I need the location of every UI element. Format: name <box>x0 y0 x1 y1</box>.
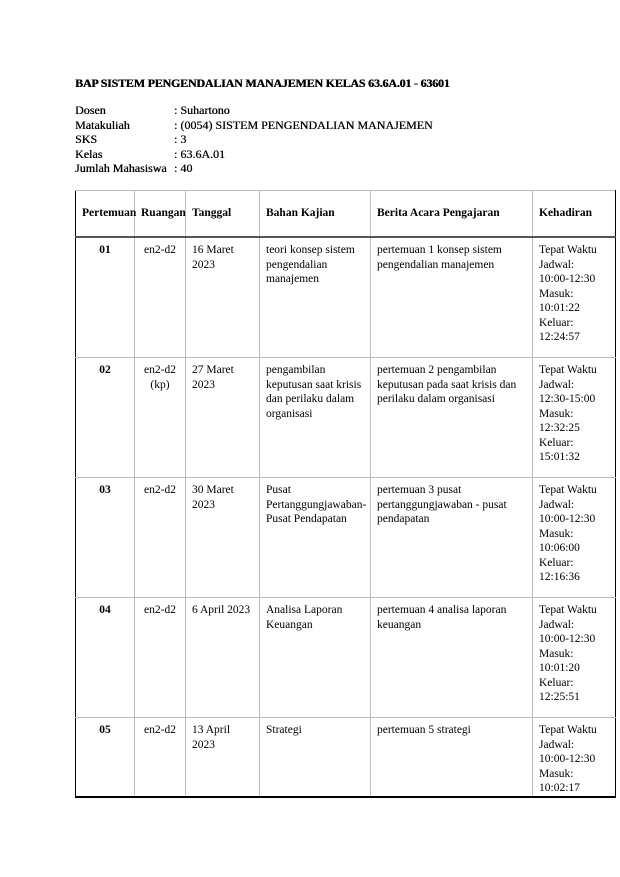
cell-kehadiran <box>533 718 616 797</box>
info-row-kelas <box>75 147 433 162</box>
kehadiran-line: 10:00-12:30 <box>539 633 596 645</box>
kehadiran-line: 10:01:20 <box>539 662 580 674</box>
kehadiran-line: Tepat Waktu <box>539 244 597 256</box>
kehadiran-line: Keluar: <box>539 316 574 329</box>
cell-pertemuan: 01 <box>76 237 135 358</box>
info-label: Matakuliah <box>75 117 130 132</box>
cell-ruangan: en2-d2 <box>135 478 186 598</box>
kehadiran-line: Tepat Waktu <box>539 604 597 616</box>
cell-ruangan: en2-d2 <box>135 718 186 797</box>
kehadiran-line: Masuk: <box>539 767 574 780</box>
cell-pertemuan: 03 <box>76 478 135 598</box>
cell-bahan-kajian: Strategi <box>260 718 371 797</box>
kehadiran-line: Tepat Waktu <box>539 364 597 376</box>
cell-pertemuan: 04 <box>76 598 135 718</box>
kehadiran-line: Tepat Waktu <box>539 484 597 496</box>
kehadiran-line: 12:30-15:00 <box>539 393 596 405</box>
cell-kehadiran <box>533 598 616 718</box>
cell-tanggal: 6 April 2023 <box>186 598 260 718</box>
kehadiran-line: Jadwal: <box>539 498 575 511</box>
info-label: Kelas <box>75 146 103 161</box>
info-value: : 63.6A.01 <box>174 146 225 161</box>
cell-berita-acara: pertemuan 4 analisa laporan keuangan <box>371 598 533 718</box>
kehadiran-line: Tepat Waktu <box>539 724 597 736</box>
info-value: : 40 <box>174 161 193 175</box>
header-bahan-kajian: Bahan Kajian <box>260 191 371 238</box>
header-tanggal: Tanggal <box>186 191 260 238</box>
kehadiran-line: Jadwal: <box>539 258 575 271</box>
info-value: : 3 <box>174 132 187 146</box>
kehadiran-line: Masuk: <box>539 287 574 300</box>
cell-berita-acara: pertemuan 1 konsep sistem pengendalian manajemen <box>371 237 533 358</box>
header-berita-acara: Berita Acara Pengajaran <box>371 191 533 238</box>
course-info <box>75 103 433 176</box>
info-row-dosen <box>75 103 433 118</box>
kehadiran-line: 10:06:00 <box>539 542 580 554</box>
info-label: Jumlah Mahasiswa <box>75 161 167 175</box>
cell-bahan-kajian: pengambilan keputusan saat krisis dan perilaku dalam organisasi <box>260 358 371 478</box>
kehadiran-line: 10:01:22 <box>539 302 580 314</box>
document-title: BAP SISTEM PENGENDALIAN MANAJEMEN KELAS 63.6A.01 - 63601 <box>75 76 450 90</box>
cell-bahan-kajian: Pusat Pertanggungjawaban- Pusat Pendapatan <box>260 478 371 598</box>
cell-tanggal: 27 Maret 2023 <box>186 358 260 478</box>
header-ruangan: Ruangan <box>135 191 186 238</box>
header-pertemuan: Pertemuan <box>76 191 135 238</box>
info-value: : (0054) SISTEM PENGENDALIAN MANAJEMEN <box>174 117 433 132</box>
kehadiran-line: Keluar: <box>539 436 574 449</box>
info-label: Dosen <box>75 103 106 117</box>
kehadiran-line: Masuk: <box>539 647 574 660</box>
cell-tanggal: 30 Maret 2023 <box>186 478 260 598</box>
cell-tanggal: 16 Maret 2023 <box>186 237 260 358</box>
cell-ruangan: en2-d2 <box>135 598 186 718</box>
kehadiran-line: 15:01:32 <box>539 451 580 463</box>
kehadiran-line: 10:00-12:30 <box>539 273 596 285</box>
kehadiran-line: Jadwal: <box>539 378 575 391</box>
cell-kehadiran <box>533 358 616 478</box>
kehadiran-line: Jadwal: <box>539 618 575 631</box>
cell-kehadiran <box>533 478 616 598</box>
bap-table <box>75 190 616 798</box>
cell-pertemuan: 02 <box>76 358 135 478</box>
table-row <box>76 718 616 797</box>
kehadiran-line: 10:00-12:30 <box>539 753 596 765</box>
info-row-jumlah-mahasiswa <box>75 161 433 176</box>
kehadiran-line: Keluar: <box>539 556 574 569</box>
info-row-matakuliah <box>75 118 433 133</box>
table-row <box>76 598 616 718</box>
table-row <box>76 358 616 478</box>
table-body <box>76 237 616 797</box>
kehadiran-line: Jadwal: <box>539 738 575 751</box>
table-row <box>76 478 616 598</box>
info-value: : Suhartono <box>174 103 230 117</box>
cell-berita-acara: pertemuan 2 pengambilan keputusan pada saat krisis dan perilaku dalam organisasi <box>371 358 533 478</box>
kehadiran-line: Masuk: <box>539 407 574 420</box>
cell-ruangan: en2-d2 <box>135 237 186 358</box>
kehadiran-line: 10:00-12:30 <box>539 513 596 525</box>
info-row-sks <box>75 132 433 147</box>
kehadiran-line: 10:02:17 <box>539 782 580 794</box>
cell-berita-acara: pertemuan 3 pusat pertanggungjawaban - pusat pendapatan <box>371 478 533 598</box>
kehadiran-line: Keluar: <box>539 676 574 689</box>
cell-berita-acara: pertemuan 5 strategi <box>371 718 533 797</box>
kehadiran-line: 12:24:57 <box>539 331 580 343</box>
header-kehadiran: Kehadiran <box>533 191 616 238</box>
cell-kehadiran <box>533 237 616 358</box>
table-row <box>76 237 616 358</box>
cell-bahan-kajian: Analisa Laporan Keuangan <box>260 598 371 718</box>
table-header-row <box>76 191 616 238</box>
kehadiran-line: 12:16:36 <box>539 571 580 583</box>
cell-ruangan: en2-d2 (kp) <box>135 358 186 478</box>
cell-pertemuan: 05 <box>76 718 135 797</box>
kehadiran-line: 12:32:25 <box>539 422 580 434</box>
kehadiran-line: 12:25:51 <box>539 691 580 703</box>
cell-bahan-kajian: teori konsep sistem pengendalian manajemen <box>260 237 371 358</box>
info-label: SKS <box>75 132 98 146</box>
kehadiran-line: Masuk: <box>539 527 574 540</box>
cell-tanggal: 13 April 2023 <box>186 718 260 797</box>
